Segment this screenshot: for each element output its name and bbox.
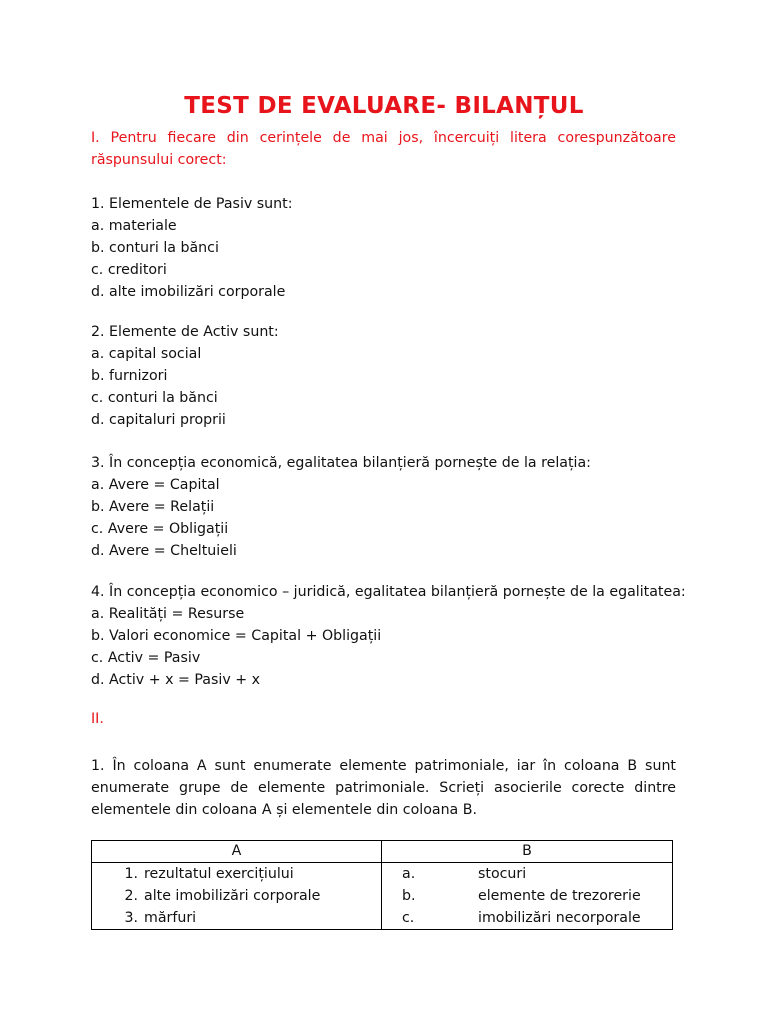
answer-option: c. creditori	[91, 262, 167, 278]
answer-option: a. materiale	[91, 218, 177, 234]
column-b-item: b. elemente de trezorerie	[402, 888, 641, 904]
document-title: TEST DE EVALUARE- BILANȚUL	[184, 93, 584, 119]
column-a-items	[92, 863, 382, 930]
question-text: 4. În concepția economico – juridică, egalitatea bilanțieră pornește de la egalitatea:	[91, 584, 686, 600]
column-a-item: 3. mărfuri	[124, 910, 197, 926]
column-a-header: A	[92, 841, 382, 863]
question-text: 1. Elementele de Pasiv sunt:	[91, 196, 293, 212]
answer-option: c. conturi la bănci	[91, 390, 218, 406]
answer-option: c. Activ = Pasiv	[91, 650, 201, 666]
section-2-heading: II.	[91, 711, 104, 727]
answer-option: a. Realități = Resurse	[91, 606, 245, 622]
answer-option: d. Avere = Cheltuieli	[91, 543, 237, 559]
answer-option: b. Avere = Relații	[91, 499, 215, 515]
section-2-task: 1. În coloana A sunt enumerate elemente patrimoniale, iar în coloana B sunt enumerate grupe de elemente patrimoniale. Scrieți asocierile corecte dintre elementele din coloana A și elementele din coloana B.	[91, 758, 676, 818]
column-a-item: 1. rezultatul exercițiului	[124, 866, 294, 882]
association-table	[91, 840, 673, 930]
answer-option: d. Activ + x = Pasiv + x	[91, 672, 261, 688]
column-b-item: a. stocuri	[402, 866, 527, 882]
answer-option: c. Avere = Obligații	[91, 521, 229, 537]
question-text: 2. Elemente de Activ sunt:	[91, 324, 279, 340]
question-4	[91, 581, 686, 691]
answer-option: b. Valori economice = Capital + Obligații	[91, 628, 382, 644]
column-b-header: B	[382, 841, 673, 863]
column-b-items	[382, 863, 673, 930]
answer-option: d. alte imobilizări corporale	[91, 284, 286, 300]
question-text: 3. În concepția economică, egalitatea bilanțieră pornește de la relația:	[91, 455, 591, 471]
answer-option: d. capitaluri proprii	[91, 412, 226, 428]
question-2	[91, 321, 681, 431]
question-3	[91, 452, 681, 562]
answer-option: a. Avere = Capital	[91, 477, 220, 493]
answer-option: b. furnizori	[91, 368, 168, 384]
question-1	[91, 193, 681, 303]
answer-option: a. capital social	[91, 346, 202, 362]
column-b-item: c. imobilizări necorporale	[402, 910, 641, 926]
column-a-item: 2. alte imobilizări corporale	[124, 888, 321, 904]
section-1-instructions: I. Pentru fiecare din cerințele de mai jos, încercuiți litera corespunzătoare răspunsului corect:	[91, 130, 676, 168]
answer-option: b. conturi la bănci	[91, 240, 219, 256]
